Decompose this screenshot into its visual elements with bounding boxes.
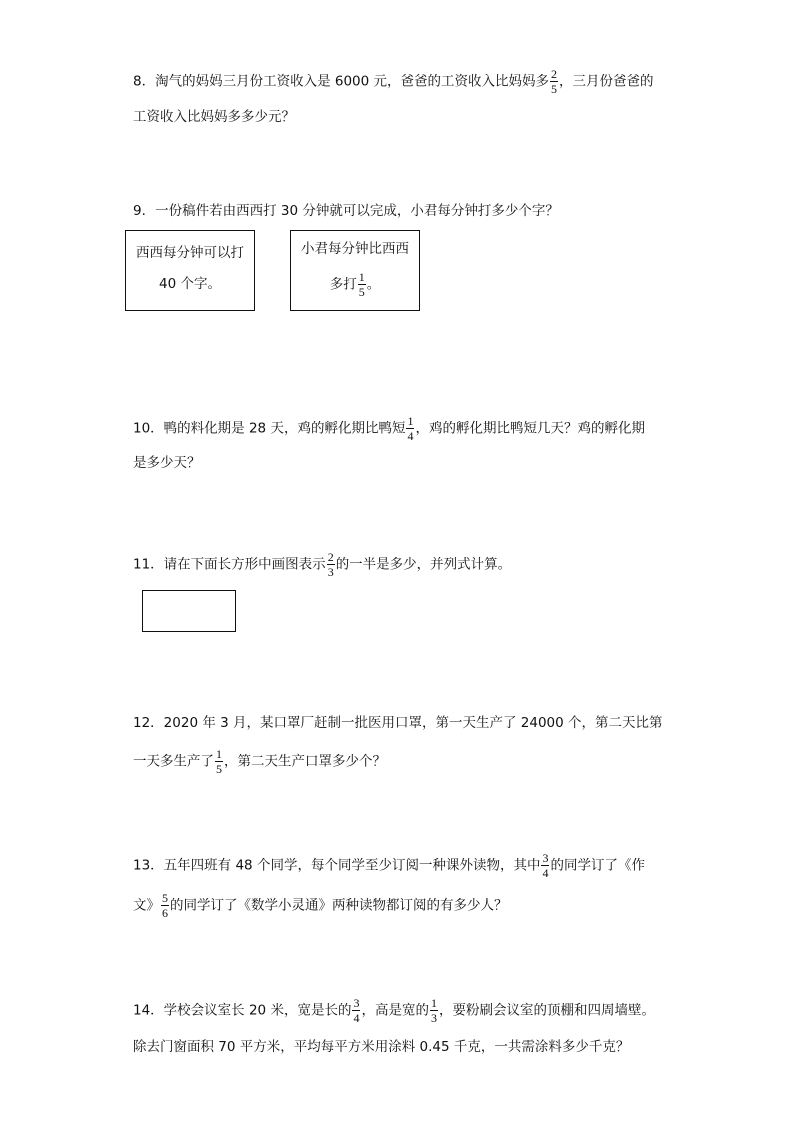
- q13-fraction-1: [541, 852, 549, 879]
- q13-text-pre: 13．五年四班有 48 个同学，每个同学至少订阅一种课外读物，其中: [133, 857, 541, 874]
- q10-frac-num: 1: [407, 414, 414, 428]
- q13-line1: [133, 852, 645, 879]
- q9-box2-pre: 多打: [329, 276, 357, 293]
- q14-text-mid: ，高是宽的: [361, 1002, 429, 1019]
- q8-line2: [133, 106, 295, 128]
- q14-line2: [133, 1036, 629, 1058]
- q9-box-xiaojun: [290, 230, 420, 311]
- q14-text-post: ，要粉刷会议室的顶棚和四周墙壁。: [438, 1002, 655, 1019]
- q8-fraction: [550, 68, 558, 95]
- q8-text-post: ，三月份爸爸的: [559, 73, 654, 90]
- q9-box1-line2: 40 个字。: [159, 276, 221, 292]
- q11-text-post: 的一半是多少，并列式计算。: [335, 556, 512, 573]
- q11-line1: [133, 551, 511, 578]
- q13-frac2-den: 6: [162, 906, 168, 920]
- q9-frac-den: 5: [358, 285, 365, 299]
- q11-fraction: [327, 551, 335, 578]
- q14-line1: [133, 997, 655, 1024]
- q9-text: 9．一份稿件若由西西打 30 分钟就可以完成，小君每分钟打多少个字？: [133, 203, 559, 219]
- q10-text-pre: 10．鸭的料化期是 28 天，鸡的孵化期比鸭短: [133, 420, 406, 437]
- q9-box-xixi: [125, 230, 255, 311]
- q12-frac-num: 1: [216, 747, 222, 761]
- q13-frac2-num: 5: [162, 891, 168, 905]
- q13-line2: [133, 892, 508, 919]
- q10-text-line2: 是多少天？: [133, 455, 201, 471]
- q14-fraction-1: [352, 997, 360, 1024]
- q8-frac-num: 2: [551, 67, 558, 81]
- q13-fraction-2: [161, 892, 169, 919]
- q12-text-line1: 12．2020 年 3 月，某口罩厂赶制一批医用口罩，第一天生产了 24000 个，第二天比第: [133, 715, 663, 731]
- q12-line2: [133, 748, 386, 775]
- q8-frac-den: 5: [551, 82, 558, 96]
- q8-text-pre: 8．淘气的妈妈三月份工资收入是 6000 元，爸爸的工资收入比妈妈多: [133, 73, 550, 90]
- q12-line1: [133, 712, 663, 734]
- q9-line1: [133, 200, 559, 222]
- q10-text-post: ，鸡的孵化期比鸭短几天？鸡的孵化期: [415, 420, 645, 437]
- q14-text-pre: 14．学校会议室长 20 米，宽是长的: [133, 1002, 352, 1019]
- q12-text-pre: 一天多生产了: [133, 753, 214, 770]
- q12-frac-den: 5: [216, 762, 222, 776]
- q8-line1: [133, 68, 654, 95]
- q13-frac1-den: 4: [542, 866, 549, 880]
- q9-fraction: [358, 271, 366, 298]
- q9-frac-num: 1: [358, 270, 365, 284]
- q14-frac2-num: 1: [430, 996, 437, 1010]
- q13-text-post: 的同学订了《作: [550, 857, 645, 874]
- q14-text-line2: 除去门窗面积 70 平方米，平均每平方米用涂料 0.45 千克，一共需涂料多少千克？: [133, 1039, 630, 1055]
- q13-frac1-num: 3: [542, 851, 549, 865]
- q14-frac2-den: 3: [430, 1011, 437, 1025]
- q14-frac1-num: 3: [353, 996, 360, 1010]
- q11-drawing-rectangle: [142, 590, 236, 632]
- q9-box2-post: 。: [366, 276, 381, 293]
- q10-line2: [133, 452, 201, 474]
- q13-text-line2-post: 的同学订了《数学小灵通》两种读物都订阅的有多少人？: [170, 897, 508, 914]
- q9-box2-line2: [291, 271, 419, 298]
- q13-text-line2-pre: 文》: [133, 897, 160, 914]
- q10-fraction: [406, 415, 414, 442]
- q12-text-post: ，第二天生产口罩多少个？: [224, 753, 386, 770]
- q10-line1: [133, 415, 645, 442]
- q10-frac-den: 4: [407, 429, 414, 443]
- q9-box1-line1: 西西每分钟可以打: [136, 245, 244, 261]
- q14-fraction-2: [430, 997, 438, 1024]
- q11-frac-den: 3: [327, 565, 334, 579]
- q11-text-pre: 11．请在下面长方形中画图表示: [133, 556, 326, 573]
- q12-fraction: [215, 748, 223, 775]
- q9-box2-line1: 小君每分钟比西西: [301, 241, 409, 257]
- q11-frac-num: 2: [327, 550, 334, 564]
- q8-text-line2: 工资收入比妈妈多多少元？: [133, 109, 295, 125]
- q14-frac1-den: 4: [353, 1011, 360, 1025]
